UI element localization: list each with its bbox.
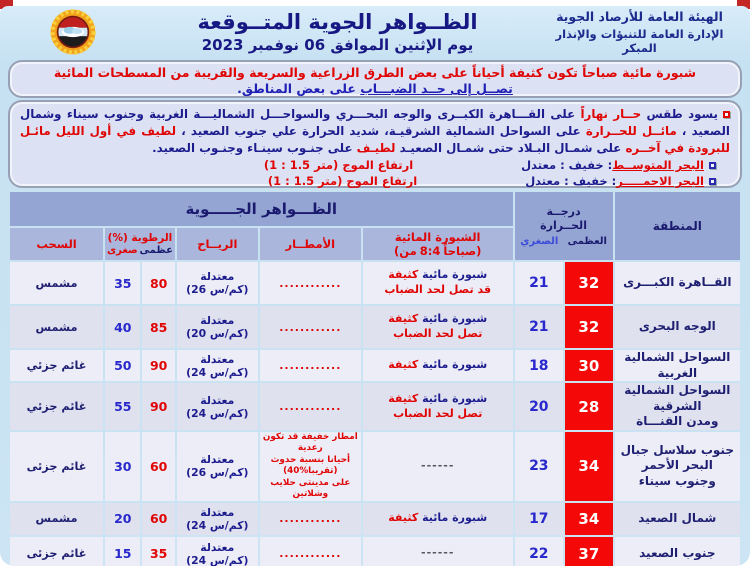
temp-max-cell: 28 [565, 383, 613, 430]
fog-cell: شبورة مائية كثيفة تصل لحد الضباب [363, 306, 513, 348]
table-row [10, 432, 740, 501]
clouds-cell: مشمس [10, 306, 103, 348]
humidity-header: الرطوبة (%) [107, 232, 173, 244]
wind-cell: معتدلة (26 كم/س) [177, 432, 258, 501]
humidity-min-cell: 50 [105, 350, 140, 381]
temp-header-line2: الحــرارة [540, 219, 587, 232]
fog-cell: شبورة مائية كثيفة [363, 503, 513, 535]
blue-square-bullet-icon [709, 178, 716, 185]
wave-height-value: (1 : 1.5 متر) [267, 174, 343, 189]
blue-square-bullet-icon [709, 162, 716, 169]
temp-min-cell: 17 [515, 503, 564, 535]
rain-cell: ............ [260, 350, 361, 381]
humidity-min-cell: 20 [105, 503, 140, 535]
wind-cell: معتدلة (24 كم/س) [177, 350, 258, 381]
rain-cell: ............ [260, 262, 361, 304]
humidity-min-cell: 35 [105, 262, 140, 304]
region-cell: جنوب سلاسل جبال البحر الأحمر وجنوب سيناء [615, 432, 740, 501]
forecast-segment: لطيـف [356, 141, 396, 156]
forecast-segment: على جنـوب سينـاء وجنـوب الصعيد. [152, 141, 357, 156]
clouds-cell: غائم جزئى [10, 537, 103, 567]
sea-state-red-sea [20, 173, 730, 189]
table-row [10, 537, 740, 567]
forecast-segments [20, 107, 730, 155]
organization-title [537, 9, 742, 55]
temp-min-cell: 22 [515, 537, 564, 567]
forecast-segment: حــار نهاراً [580, 107, 642, 121]
temp-min-cell: 21 [515, 306, 564, 348]
weather-table [8, 190, 742, 566]
forecast-segment: لطيف في أول الليل مائـل للبرودة في آخــره [20, 124, 730, 156]
column-header-rain: الأمطــار [260, 228, 361, 260]
org-name: الهيئة العامة للأرصاد الجوية [556, 9, 723, 24]
fog-header-line1: الشبورة المائية [394, 230, 481, 244]
clouds-cell: غائم جزئى [10, 432, 103, 501]
forecast-summary-text [20, 106, 730, 157]
report-title: الظــواهر الجوية المتــوقعة [197, 10, 478, 34]
column-header-wind: الريــاح [177, 228, 258, 260]
humidity-max-label: عظمى [139, 245, 173, 256]
region-cell: جنوب الصعيد [615, 537, 740, 567]
humidity-min-cell: 30 [105, 432, 140, 501]
report-date: يوم الإثنين الموافق 06 نوفمبر 2023 [201, 36, 474, 54]
column-header-temperature [515, 192, 613, 260]
temp-max-cell: 30 [565, 350, 613, 381]
fog-cell: ------ [363, 432, 513, 501]
fog-warning-rest: على بعض المناطق. [237, 81, 361, 96]
wind-cell: معتدلة (20 كم/س) [177, 306, 258, 348]
fog-warning-underlined: تصــل إلى حــد الضبـــاب [360, 81, 513, 96]
table-row [10, 262, 740, 304]
column-header-region: المنطقة [615, 192, 740, 260]
sea-state-value: : خفيف : معتدل [525, 174, 617, 189]
humidity-max-cell: 35 [142, 537, 174, 567]
humidity-max-cell: 80 [142, 262, 174, 304]
sea-name: البحر المتوســط [612, 158, 704, 173]
temp-min-cell: 18 [515, 350, 564, 381]
temp-min-cell: 21 [515, 262, 564, 304]
temp-max-cell: 32 [565, 262, 613, 304]
humidity-min-cell: 15 [105, 537, 140, 567]
column-header-humidity [105, 228, 175, 260]
temp-max-label: العظمى [567, 235, 607, 247]
humidity-max-cell: 90 [142, 350, 174, 381]
report-title-block [138, 10, 537, 54]
sea-name: البحر الاحمـــــر [616, 174, 704, 189]
temp-max-cell: 34 [565, 432, 613, 501]
fog-cell: شبورة مائية كثيفة قد تصل لحد الضباب [363, 262, 513, 304]
forecast-segment: على القـــاهرة الكبــرى والوجه البحـــري والسواحـــل الشماليـــة الغربية وجنوب سيناء وشمال الصعيد ، [20, 107, 730, 139]
humidity-min-label: صغرى [107, 245, 138, 256]
wave-height-label: ارتفاع الموج [346, 174, 418, 189]
org-department: الإدارة العامة للتنبؤات والإنذار المبكر [555, 27, 724, 55]
fog-header-token: صباحاً) [443, 244, 482, 258]
ema-logo [8, 8, 138, 56]
fog-header-time-range [364, 244, 512, 258]
fog-warning-line1: شبورة مائية صباحاً تكون كثيفة أحياناً على بعض الطرق الزراعية والسريعة والقريبة من المسطحات المائية [53, 65, 697, 80]
clouds-cell: مشمس [10, 503, 103, 535]
clouds-cell: غائم جزئي [10, 350, 103, 381]
fog-warning-line2 [16, 81, 734, 96]
region-cell: القــاهرة الكبـــرى [615, 262, 740, 304]
table-row [10, 350, 740, 381]
temp-max-cell: 37 [565, 537, 613, 567]
wind-cell: معتدلة (24 كم/س) [177, 537, 258, 567]
wave-height [264, 158, 413, 172]
fog-cell: ------ [363, 537, 513, 567]
forecast-segment: يسود طقس [641, 107, 718, 121]
temp-min-cell: 23 [515, 432, 564, 501]
humidity-max-cell: 85 [142, 306, 174, 348]
rain-cell: ............ [260, 383, 361, 430]
red-square-bullet-icon [723, 111, 730, 118]
humidity-min-cell: 40 [105, 306, 140, 348]
humidity-max-cell: 60 [142, 503, 174, 535]
region-cell: السواحل الشمالية الغربية [615, 350, 740, 381]
temp-max-cell: 34 [565, 503, 613, 535]
bulletin-content [0, 6, 750, 566]
forecast-segment: مائــل للحــرارة [585, 124, 677, 139]
fog-cell: شبورة مائية كثيفة تصل لحد الضباب [363, 383, 513, 430]
humidity-max-cell: 60 [142, 432, 174, 501]
table-row [10, 306, 740, 348]
region-cell: شمال الصعيد [615, 503, 740, 535]
temp-max-cell: 32 [565, 306, 613, 348]
humidity-max-cell: 90 [142, 383, 174, 430]
rain-cell: ............ [260, 306, 361, 348]
sea-state-value: : خفيف : معتدل [521, 158, 613, 173]
region-cell: السواحل الشمالية الشرقية ومدن القنـــاة [615, 383, 740, 430]
column-group-header-phenomena: الظـــواهر الجـــــوية [10, 192, 513, 226]
wave-height [268, 174, 417, 188]
forecast-segment: على السواحل الشمالية الشرقيـة، شديد الحرارة علي جنوب الصعيد ، [176, 124, 586, 139]
table-row [10, 383, 740, 430]
column-header-clouds: السحب [10, 228, 103, 260]
fog-warning-banner [8, 60, 742, 98]
rain-cell: أمطار خفيفة قد تكون رعدية أحيانا بنسبة حدوث (40%تقريبا) على مدينتى حلايب وشلاتين [260, 432, 361, 501]
region-cell: الوجه البحرى [615, 306, 740, 348]
fog-header-token: 8:4 [419, 244, 441, 258]
column-header-fog [363, 228, 513, 260]
clouds-cell: مشمس [10, 262, 103, 304]
table-row [10, 503, 740, 535]
fog-header-token: (من [394, 244, 417, 258]
clouds-cell: غائم جزئي [10, 383, 103, 430]
sea-state-mediterranean [20, 157, 730, 173]
wind-cell: معتدلة (26 كم/س) [177, 262, 258, 304]
temp-header-line1: درجــة [546, 205, 581, 219]
temp-min-cell: 20 [515, 383, 564, 430]
temp-min-label: الصغري [520, 235, 559, 247]
rain-cell: ............ [260, 537, 361, 567]
wind-cell: معتدلة (24 كم/س) [177, 383, 258, 430]
bulletin-header [0, 6, 750, 58]
wind-cell: معتدلة (24 كم/س) [177, 503, 258, 535]
fog-cell: شبورة مائية كثيفة [363, 350, 513, 381]
ema-sun-cloud-logo-icon [47, 8, 99, 56]
humidity-min-cell: 55 [105, 383, 140, 430]
wave-height-label: ارتفاع الموج [342, 158, 414, 173]
forecast-segment: على شمـال البـلاد حتى شمـال الصعيـد [395, 141, 626, 156]
wave-height-value: (1 : 1.5 متر) [263, 158, 339, 173]
forecast-summary-box [8, 100, 742, 188]
rain-cell: ............ [260, 503, 361, 535]
